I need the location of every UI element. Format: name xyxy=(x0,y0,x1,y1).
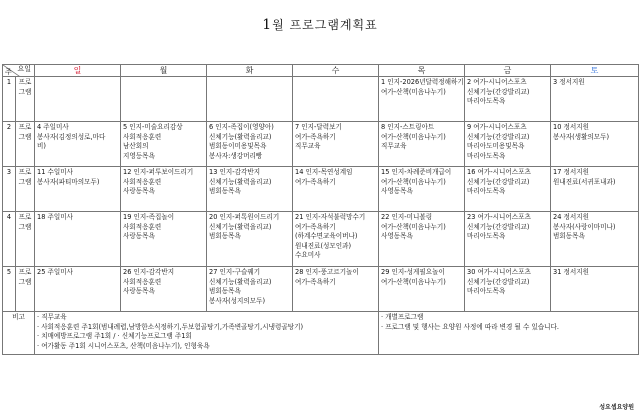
day-cell-fri xyxy=(465,167,551,212)
day-header-thu: 목 xyxy=(379,65,465,77)
day-cell-sun xyxy=(35,77,121,122)
day-cell-sat xyxy=(551,212,639,267)
week-number: 2 xyxy=(3,122,16,167)
day-entry-line: 봉사자(사랑이마미나) xyxy=(553,222,616,231)
day-entry-date: 5 인지-미술요리감상 xyxy=(123,123,183,131)
day-entry-date: 17 정서지원 xyxy=(553,168,589,176)
page-title xyxy=(0,16,640,33)
day-cell-wed xyxy=(293,122,379,167)
day-entry-line: 마리아도목욕 xyxy=(467,287,506,295)
day-cell-mon xyxy=(121,267,207,312)
day-entry-line: 지영등목욕 xyxy=(123,151,155,160)
week-number: 4 xyxy=(3,212,16,267)
day-entry-line: 마리아도목욕 xyxy=(467,187,506,195)
footer-logo-text: 성요셉요양원 xyxy=(599,404,634,411)
day-entry-line: 범회동목욕 xyxy=(209,232,241,240)
day-entry-date: 24 정서지원 xyxy=(553,213,589,221)
day-entry-line: 여가-산책(미음나누기) xyxy=(381,277,446,286)
day-cell-thu xyxy=(379,267,465,312)
day-entry-date: 6 인지-족집이(영양아) xyxy=(209,123,274,131)
day-entry-line: 봉사자(생활의모두) xyxy=(553,132,610,141)
day-cell-tue xyxy=(207,122,293,167)
day-entry-date: 8 인지-스트링아트 xyxy=(381,123,435,131)
day-entry-line: 사회적응훈련 xyxy=(123,222,162,231)
day-entry-line: 사회적응훈련 xyxy=(123,132,162,141)
note-item: · 사회적응훈련 주1회(범내례렵,남방한소식정하기,두보험골탕기,가족변골탕기,시냉령골탕기) xyxy=(37,322,304,331)
program-label: 프로그램 xyxy=(16,77,35,122)
day-entry-line: 비) xyxy=(37,142,46,150)
notes-left xyxy=(35,312,379,355)
title-text: 프로그램계획표 xyxy=(289,18,378,32)
day-entry-line: 범회동목욕 xyxy=(209,187,241,195)
day-entry-line: 사랑동목욕 xyxy=(123,232,155,240)
day-entry-line: 여가-산책(미음나누기) xyxy=(381,177,446,186)
week-row xyxy=(3,122,639,167)
day-entry-line: 여가-족욕하기 xyxy=(295,132,336,141)
notes-label: 비고 xyxy=(3,312,35,355)
day-entry-date: 3 정서지원 xyxy=(553,78,585,86)
day-entry-line: 범회동목욕 xyxy=(553,232,585,240)
day-entry-date: 10 정서지원 xyxy=(553,123,589,131)
day-entry-date: 16 여가-시니어스포츠 xyxy=(467,168,531,176)
day-entry-line: 마리아도미용및목욕 xyxy=(467,142,525,150)
day-entry-date: 31 정서지원 xyxy=(553,268,589,276)
day-entry-date: 9 여가-시니어스포츠 xyxy=(467,123,527,131)
title-month-number: 1 xyxy=(262,17,273,33)
day-entry-date: 13 인지-감각반지 xyxy=(209,168,261,176)
day-entry-date: 25 주일미사 xyxy=(37,268,73,276)
day-cell-thu xyxy=(379,212,465,267)
day-entry-line: 마리아도목욕 xyxy=(467,151,506,160)
day-cell-tue xyxy=(207,167,293,212)
day-cell-sat xyxy=(551,77,639,122)
week-row xyxy=(3,267,639,312)
day-entry-line: 직무교육 xyxy=(381,142,407,150)
calendar-body xyxy=(3,77,639,312)
day-cell-fri xyxy=(465,77,551,122)
day-cell-sun xyxy=(35,212,121,267)
day-cell-wed xyxy=(293,77,379,122)
day-entry-line: 마리아도목욕 xyxy=(467,232,506,240)
program-label: 프로그램 xyxy=(16,212,35,267)
corner-week-label: 주 xyxy=(5,68,12,76)
day-entry-line: 여가-산책(미음나누기) xyxy=(381,222,446,231)
day-entry-line: 봉사자(파티마의모두) xyxy=(37,177,100,186)
note-item: · 직무교육 xyxy=(37,313,67,321)
day-entry-date: 18 주일미사 xyxy=(37,213,73,221)
day-entry-date: 19 인지-족집놀이 xyxy=(123,213,175,221)
corner-cell xyxy=(3,65,35,77)
day-entry-line: 봉사자(성지의모두) xyxy=(209,296,266,305)
note-item: · 여가활동 주1회 시니어스포츠, 산책(미음나누기), 인형육욕 xyxy=(37,341,210,350)
day-entry-date: 30 여가-시니어스포츠 xyxy=(467,268,531,276)
day-entry-date: 12 인지-퍼투보이드리기 xyxy=(123,168,194,176)
program-label: 프로그램 xyxy=(16,122,35,167)
day-entry-line: 신체기능(활력을리교) xyxy=(209,132,272,141)
week-row xyxy=(3,167,639,212)
note-item: · 프로그램 및 행사는 요양원 사정에 따라 변경 될 수 있습니다. xyxy=(381,322,560,331)
day-entry-line: 신체기능(활력을리교) xyxy=(209,277,272,286)
day-cell-tue xyxy=(207,212,293,267)
day-entry-date: 2 여가-시니어스포츠 xyxy=(467,78,527,86)
day-entry-date: 7 인지-달력보기 xyxy=(295,123,342,131)
program-calendar xyxy=(2,64,639,355)
day-entry-line: 여가-산책(미음나누기) xyxy=(381,132,446,141)
day-entry-line: 사영동목욕 xyxy=(381,187,413,195)
day-entry-line: 신체기능(간강발리교) xyxy=(467,87,530,96)
day-entry-date: 15 인지-차례준비개급이 xyxy=(381,168,452,176)
day-entry-line: 여가-족욕하기 xyxy=(295,222,336,231)
day-cell-wed xyxy=(293,167,379,212)
day-header-row xyxy=(3,65,639,77)
day-entry-line: 범회동이미용및목욕 xyxy=(209,142,267,150)
day-entry-line: (하계수면교육이버나) xyxy=(295,232,358,240)
day-cell-sat xyxy=(551,167,639,212)
day-cell-mon xyxy=(121,122,207,167)
day-cell-fri xyxy=(465,122,551,167)
title-month-unit: 월 xyxy=(272,18,285,32)
day-cell-thu xyxy=(379,122,465,167)
day-header-fri: 금 xyxy=(465,65,551,77)
program-label: 프로그램 xyxy=(16,267,35,312)
day-entry-line: 여가-족욕하기 xyxy=(295,277,336,286)
day-entry-date: 27 인지-구슬꿰기 xyxy=(209,268,261,276)
day-entry-line: 수요미사 xyxy=(295,251,321,259)
day-entry-line: 마리아도목욕 xyxy=(467,97,506,105)
day-entry-line: 봉사자:생강머리빵 xyxy=(209,151,263,160)
day-entry-line: 봉사자(김정의성로,마다 xyxy=(37,132,106,141)
notes-right xyxy=(379,312,639,355)
day-cell-fri xyxy=(465,212,551,267)
day-entry-line: 신체기능(활력을리교) xyxy=(209,222,272,231)
day-cell-thu xyxy=(379,77,465,122)
day-entry-line: 사랑동목욕 xyxy=(123,187,155,195)
day-header-tue: 화 xyxy=(207,65,293,77)
day-entry-line: 사랑동목욕 xyxy=(123,287,155,295)
day-entry-date: 14 인지-목연성계임 xyxy=(295,168,353,176)
note-item: · 개별프로그램 xyxy=(381,313,424,321)
day-entry-date: 11 수일미사 xyxy=(37,168,73,176)
corner-day-label: 요일 xyxy=(17,65,31,73)
day-entry-line: 원내진료(성모인과) xyxy=(295,241,352,250)
day-entry-date: 29 인지-성게필요놀이 xyxy=(381,268,445,276)
day-cell-sun xyxy=(35,267,121,312)
day-cell-wed xyxy=(293,212,379,267)
day-entry-date: 26 인지-감각반지 xyxy=(123,268,175,276)
program-label: 프로그램 xyxy=(16,167,35,212)
day-cell-wed xyxy=(293,267,379,312)
day-entry-date: 23 여가-시니어스포츠 xyxy=(467,213,531,221)
day-entry-date: 21 인지-자석불럭망수기 xyxy=(295,213,366,221)
week-row xyxy=(3,77,639,122)
day-entry-line: 여가-산책(미음나누기) xyxy=(381,87,446,96)
day-entry-line: 신체기능(간강발리교) xyxy=(467,177,530,186)
day-cell-tue xyxy=(207,77,293,122)
day-entry-line: 여가-족욕하기 xyxy=(295,177,336,186)
day-entry-date: 28 인지-풍고르기놀이 xyxy=(295,268,359,276)
day-cell-sun xyxy=(35,122,121,167)
day-entry-date: 1 인지-2026년달력정해하기 xyxy=(381,78,464,86)
day-entry-line: 원내진료(서귀포내과) xyxy=(553,177,616,186)
day-entry-line: 사회적응훈련 xyxy=(123,177,162,186)
day-cell-thu xyxy=(379,167,465,212)
day-cell-fri xyxy=(465,267,551,312)
week-number: 3 xyxy=(3,167,16,212)
day-cell-sat xyxy=(551,122,639,167)
day-cell-sat xyxy=(551,267,639,312)
day-entry-line: 신체기능(간강발리교) xyxy=(467,277,530,286)
day-cell-mon xyxy=(121,167,207,212)
week-number: 5 xyxy=(3,267,16,312)
day-entry-line: 직무교육 xyxy=(295,142,321,150)
day-entry-line: 신체기능(간강발리교) xyxy=(467,132,530,141)
day-entry-line: 남산회의 xyxy=(123,142,149,150)
day-entry-date: 4 주일미사 xyxy=(37,123,69,131)
day-cell-tue xyxy=(207,267,293,312)
week-row xyxy=(3,212,639,267)
day-entry-line: 신체기능(간강발리교) xyxy=(467,222,530,231)
day-entry-line: 사회적응훈련 xyxy=(123,277,162,286)
day-header-mon: 월 xyxy=(121,65,207,77)
day-entry-line: 사영동목욕 xyxy=(381,232,413,240)
day-entry-date: 22 인지-미니볼링 xyxy=(381,213,433,221)
day-entry-date: 20 인지-퍼톡원이드리기 xyxy=(209,213,280,221)
note-item: · 치매예방프로그램 주1회 / · 신체기능프로그램 주1회 xyxy=(37,332,192,340)
day-header-wed: 수 xyxy=(293,65,379,77)
day-header-sun: 일 xyxy=(35,65,121,77)
day-entry-line: 신체기능(활력을리교) xyxy=(209,177,272,186)
week-number: 1 xyxy=(3,77,16,122)
day-cell-mon xyxy=(121,212,207,267)
day-cell-mon xyxy=(121,77,207,122)
day-header-sat: 토 xyxy=(551,65,639,77)
day-cell-sun xyxy=(35,167,121,212)
notes-row xyxy=(3,312,639,355)
day-entry-line: 범회동목욕 xyxy=(209,287,241,295)
